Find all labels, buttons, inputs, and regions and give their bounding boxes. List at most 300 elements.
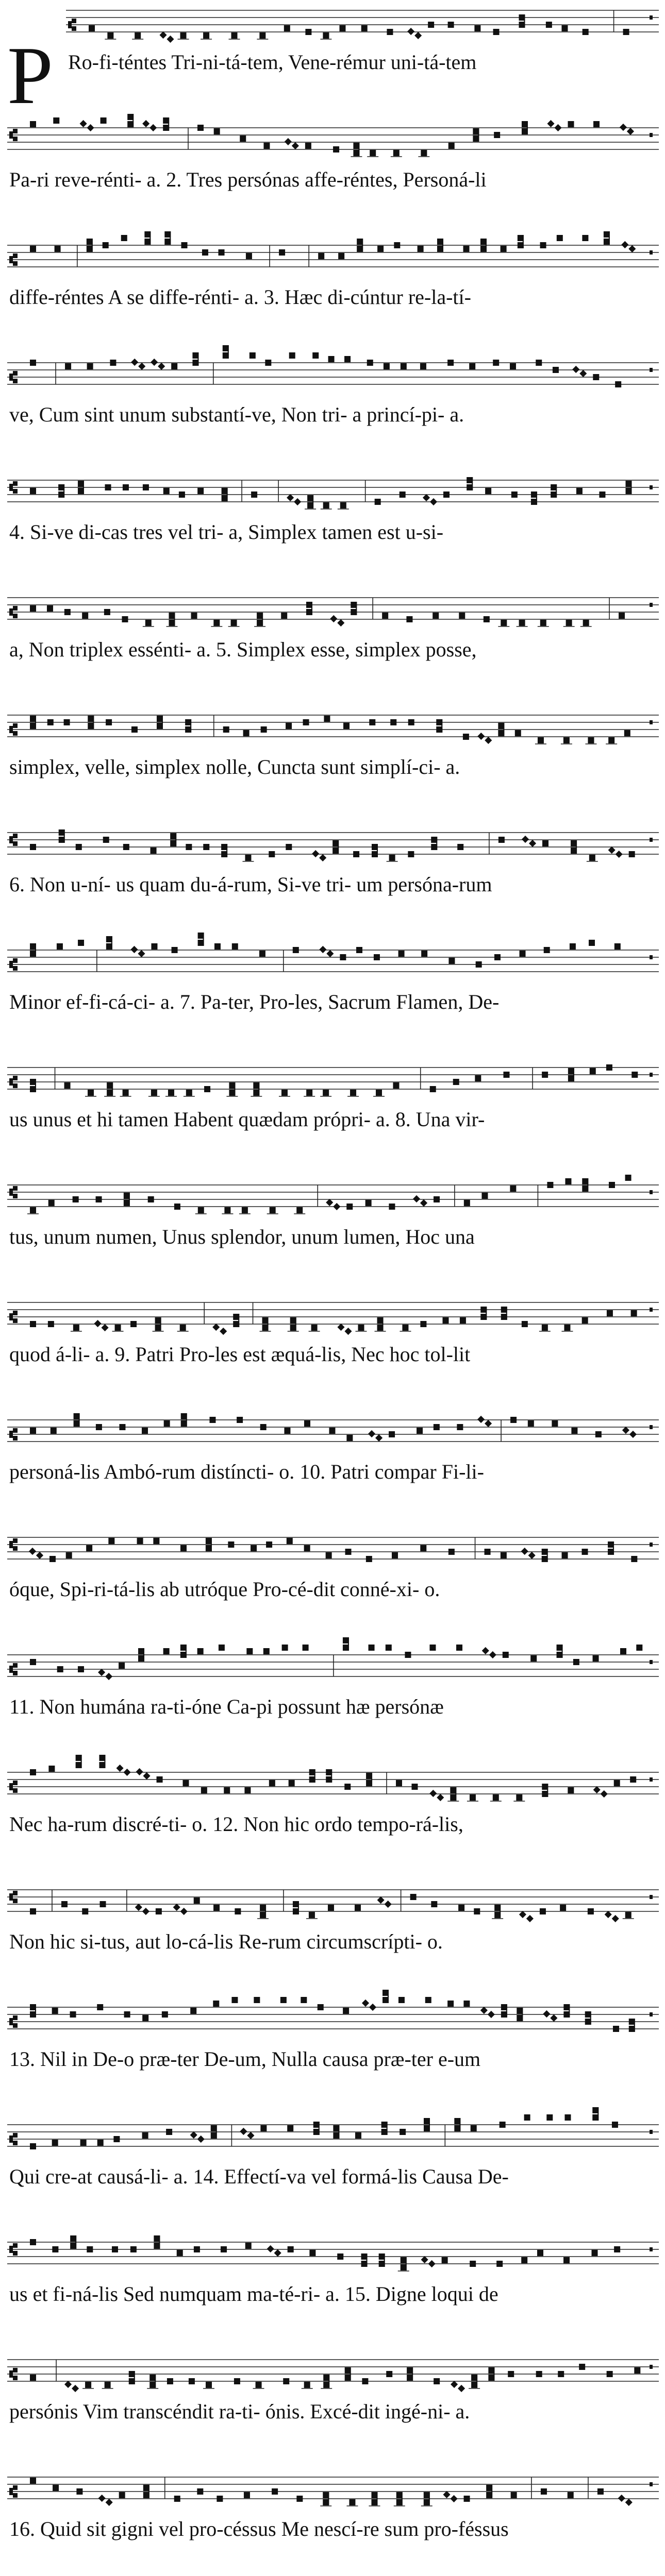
punctum-neume [485,1549,491,1555]
punctum-neume [561,25,568,31]
punctum-neume [411,1784,418,1790]
punctum-neume [174,1204,180,1210]
punctum-neume [421,150,427,156]
lyric-line: 11. Non humána ra-ti-óne Ca-pi possunt hæ persónæ [9,1695,444,1718]
staff-system [7,114,659,191]
rhombus-neume [142,120,149,127]
punctum-neume [374,954,380,960]
rhombus-neume [138,363,145,370]
punctum-neume [168,1090,174,1096]
punctum-neume [323,502,329,509]
punctum-neume [119,1424,125,1430]
punctum-neume [104,609,110,615]
lyric-line: Ro-fi-téntes Tri-ni-tá-tem, Vene-rémur uni-tá-tem [68,50,477,74]
rhombus-neume [489,1651,496,1658]
punctum-neume [245,855,251,861]
punctum-neume [528,1420,534,1427]
rhombus-neume [197,2136,205,2143]
rhombus-neume [593,1786,601,1793]
punctum-neume [429,1645,436,1651]
rhombus-neume [519,1911,526,1918]
punctum-neume [48,1766,55,1772]
custos [650,2482,653,2486]
custos [650,1543,653,1547]
punctum-neume [393,1082,399,1089]
punctum-neume [520,951,526,957]
rhombus-neume [101,1324,108,1331]
punctum-neume [515,730,521,736]
lyric-line: Nec ha-rum discré-ti- o. 12. Non hic ordo tempo-rá-lis, [9,1812,463,1836]
punctum-neume [402,1325,408,1331]
punctum-neume [536,2371,542,2377]
punctum-neume [471,2125,477,2131]
rhombus-neume [36,1552,43,1559]
punctum-neume [394,242,400,248]
punctum-neume [55,246,61,252]
punctum-neume [202,249,208,256]
lyric-line: óque, Spi-ri-tá-lis ab utróque Pro-cé-dit conné-xi- o. [9,1578,440,1601]
punctum-neume [70,2011,76,2018]
punctum-neume [546,22,552,28]
rhombus-neume [629,1431,637,1438]
punctum-neume [384,363,390,369]
punctum-neume [228,1541,234,1548]
punctum-neume [186,844,192,850]
rhombus-neume [413,1195,420,1202]
punctum-neume [582,1317,588,1324]
punctum-neume [544,947,550,953]
custos [650,603,653,607]
punctum-neume [30,2375,36,2381]
rhombus-neume [488,2011,495,2018]
punctum-neume [164,1420,170,1427]
punctum-neume [135,32,141,39]
punctum-neume [589,940,595,946]
punctum-neume [448,1549,455,1555]
punctum-neume [213,1905,220,1911]
custos [650,485,653,489]
punctum-neume [194,2246,200,2252]
punctum-neume [167,2378,173,2384]
punctum-neume [245,2243,252,2249]
rhombus-neume [526,1915,534,1922]
punctum-neume [463,246,470,252]
punctum-neume [306,1090,312,1096]
punctum-neume [524,2114,530,2121]
punctum-neume [201,1787,207,1793]
lyric-line: 16. Quid sit gigni vel pro-céssus Me nescí-re sum pro-féssus [9,2517,509,2540]
staff-system [7,345,659,426]
rhombus-neume [173,1904,180,1911]
punctum-neume [30,121,36,127]
punctum-neume [624,730,630,736]
punctum-neume [119,1663,125,1669]
punctum-neume [564,2114,571,2121]
punctum-neume [607,1310,613,1316]
punctum-neume [180,1545,187,1551]
punctum-neume [289,1780,295,1786]
punctum-neume [30,1769,36,1775]
staff-system [7,1537,659,1601]
punctum-neume [85,2382,91,2388]
punctum-neume [323,32,329,39]
staff-system [7,2235,659,2306]
rhombus-neume [285,138,292,145]
punctum-neume [105,484,111,490]
punctum-neume [96,1196,102,1202]
rhombus-neume [87,124,94,131]
punctum-neume [377,246,384,252]
punctum-neume [417,1428,423,1434]
punctum-neume [392,1552,398,1558]
lyric-line: us unus et hi tamen Habent quædam própri- a. 8. Una vir- [9,1108,485,1131]
rhombus-neume [135,1904,142,1911]
punctum-neume [496,2261,503,2267]
punctum-neume [121,235,127,241]
punctum-neume [557,235,563,241]
lyric-line: personá-lis Ambó-rum distíncti- o. 10. Patri compar Fi-li- [9,1460,484,1483]
punctum-neume [234,2378,240,2384]
rhombus-neume [240,2128,247,2135]
punctum-neume [137,1538,143,1544]
punctum-neume [151,1090,157,1096]
rhombus-neume [616,851,623,858]
punctum-neume [30,2239,36,2245]
rhombus-neume [407,28,414,35]
punctum-neume [48,1200,55,1206]
punctum-neume [542,1325,548,1331]
punctum-neume [593,1655,599,1662]
punctum-neume [358,1325,364,1331]
punctum-neume [303,1645,309,1651]
punctum-neume [464,1200,470,1206]
rhombus-neume [344,1328,352,1335]
punctum-neume [30,1659,36,1665]
punctum-neume [343,723,350,729]
punctum-neume [570,943,576,950]
punctum-neume [217,2496,223,2502]
punctum-neume [214,943,221,950]
punctum-neume [434,2378,440,2384]
punctum-neume [501,1552,507,1558]
staff-system [7,1413,659,1483]
punctum-neume [599,492,605,498]
lyric-line: simplex, velle, simplex nolle, Cuncta sunt simplí-ci- a. [9,755,460,778]
rhombus-neume [458,2385,465,2392]
punctum-neume [197,125,204,131]
punctum-neume [328,1905,334,1911]
punctum-neume [64,719,70,725]
punctum-neume [304,2382,310,2388]
punctum-neume [623,29,629,35]
rhombus-neume [620,124,627,131]
punctum-neume [367,360,373,366]
punctum-neume [516,1794,522,1801]
punctum-neume [470,2261,476,2267]
lyric-line: us et fi-ná-lis Sed numquam ma-té-ri- a. 15. Digne loqui de [9,2282,498,2306]
punctum-neume [30,1207,36,1213]
punctum-neume [398,1997,405,2003]
punctum-neume [537,2250,543,2256]
punctum-neume [484,616,490,622]
lyric-line: diffe-réntes A se diffe-rénti- a. 3. Hæc di-cúntur re-la-tí- [9,285,471,309]
punctum-neume [498,837,505,843]
punctum-neume [30,1321,36,1327]
punctum-neume [174,2496,180,2502]
punctum-neume [130,2246,137,2252]
punctum-neume [263,143,270,149]
punctum-neume [88,1090,94,1096]
punctum-neume [476,961,482,968]
punctum-neume [191,613,197,619]
punctum-neume [631,1310,637,1316]
lyric-line: Non hic si-tus, aut lo-cá-lis Re-rum circumscrípti- o. [9,1930,443,1953]
punctum-neume [66,1552,72,1558]
punctum-neume [157,1776,163,1783]
punctum-neume [547,1182,553,1188]
punctum-neume [631,1556,637,1562]
punctum-neume [48,1321,54,1327]
punctum-neume [582,235,588,241]
punctum-neume [206,2382,212,2388]
rhombus-neume [319,854,326,861]
rhombus-neume [430,498,437,505]
punctum-neume [30,2478,36,2484]
punctum-neume [583,620,589,626]
punctum-neume [103,242,109,248]
punctum-neume [615,381,621,387]
punctum-neume [112,2246,118,2252]
punctum-neume [613,2026,619,2032]
punctum-neume [287,2125,293,2131]
punctum-neume [590,1068,596,1074]
punctum-neume [540,242,546,248]
punctum-neume [61,1901,68,1907]
staff-system [66,10,659,74]
custos [650,1308,653,1312]
punctum-neume [563,737,570,743]
punctum-neume [203,844,209,850]
punctum-neume [460,1317,466,1324]
punctum-neume [568,1787,574,1793]
punctum-neume [97,2004,103,2010]
punctum-neume [269,851,275,857]
punctum-neume [631,1072,638,1078]
punctum-neume [485,488,491,494]
staff-system [7,477,659,544]
rhombus-neume [29,1548,36,1555]
punctum-neume [428,22,434,28]
rhombus-neume [64,2381,72,2388]
lyric-line: Minor ef-fi-cá-ci- a. 7. Pa-ter, Pro-les, Sacrum Flamen, De- [9,990,500,1013]
punctum-neume [309,2250,315,2256]
punctum-neume [405,1652,411,1658]
punctum-neume [573,1659,579,1665]
punctum-neume [87,363,93,369]
punctum-neume [421,951,427,957]
punctum-neume [541,2488,547,2495]
punctum-neume [286,723,292,729]
rhombus-neume [180,1908,188,1915]
custos [650,1777,653,1782]
rhombus-neume [622,1427,629,1434]
punctum-neume [219,1645,225,1651]
punctum-neume [355,1905,361,1911]
punctum-neume [344,1784,351,1790]
rhombus-neume [385,1901,392,1908]
punctum-neume [333,146,339,152]
punctum-neume [110,360,116,366]
punctum-neume [552,1420,558,1427]
punctum-neume [443,492,450,498]
punctum-neume [522,1321,528,1327]
lyric-line: quod á-li- a. 9. Patri Pro-les est æquá-lis, Nec hoc tol-lit [9,1343,471,1366]
punctum-neume [346,1435,353,1441]
punctum-neume [606,1064,612,1071]
punctum-neume [338,253,344,259]
punctum-neume [595,1431,602,1437]
punctum-neume [163,1648,170,1654]
punctum-neume [214,128,220,134]
punctum-neume [180,1325,186,1331]
punctum-neume [47,605,53,612]
punctum-neume [493,360,499,366]
punctum-neume [244,1787,251,1793]
punctum-neume [448,143,455,149]
punctum-neume [536,360,542,366]
punctum-neume [396,1780,402,1786]
rhombus-neume [123,1769,130,1776]
punctum-neume [503,1652,509,1658]
punctum-neume [463,2001,470,2007]
rhombus-neume [621,241,628,248]
rhombus-neume [375,1434,383,1442]
rhombus-neume [420,1199,427,1207]
staff-system [7,598,659,661]
custos [650,720,653,724]
punctum-neume [494,132,500,138]
custos [650,1190,653,1194]
punctum-neume [508,2371,514,2377]
punctum-neume [305,143,311,149]
staff-system [7,829,659,896]
punctum-neume [123,1090,129,1096]
rhombus-neume [477,733,485,740]
punctum-neume [375,499,381,505]
punctum-neume [386,2371,392,2377]
punctum-neume [49,1556,56,1562]
rhombus-neume [130,946,138,953]
punctum-neume [540,1908,546,1914]
punctum-neume [259,32,265,39]
lyric-line: ve, Cum sint unum substantí-ve, Non tri- a princí-pi- a. [9,403,464,426]
punctum-neume [266,1541,272,1548]
punctum-neume [458,1905,464,1911]
punctum-neume [361,25,368,31]
rhombus-neume [485,737,492,744]
punctum-neume [162,2011,168,2018]
punctum-neume [337,2253,343,2260]
rhombus-neume [116,1765,123,1772]
punctum-neume [442,1317,448,1324]
punctum-neume [620,1648,626,1654]
punctum-neume [156,1908,162,1914]
punctum-neume [80,2140,87,2146]
rhombus-neume [312,850,319,857]
custos [650,250,653,255]
custos [650,2012,653,2016]
punctum-neume [221,2246,227,2252]
punctum-neume [145,620,152,626]
rhombus-neume [142,1908,149,1915]
punctum-neume [430,1086,436,1092]
punctum-neume [448,22,454,28]
staff-system [7,2107,659,2188]
punctum-neume [340,502,346,509]
rhombus-neume [143,1772,150,1780]
punctum-neume [57,943,63,950]
punctum-neume [123,484,129,490]
rhombus-neume [428,2260,436,2267]
punctum-neume [400,2129,406,2135]
punctum-neume [263,1648,270,1654]
rhombus-neume [333,1203,340,1210]
punctum-neume [344,356,351,362]
punctum-neume [553,367,559,373]
rhombus-neume [528,1552,536,1559]
punctum-neume [151,848,157,854]
punctum-neume [57,1666,63,1672]
punctum-neume [260,2125,267,2131]
punctum-neume [538,737,544,743]
punctum-neume [124,2011,130,2018]
staff-system [7,2360,659,2423]
punctum-neume [386,1645,392,1651]
punctum-neume [130,1321,137,1327]
rhombus-neume [292,142,299,149]
punctum-neume [464,2496,470,2502]
punctum-neume [172,947,178,953]
staff-system [7,1175,659,1248]
punctum-neume [474,25,480,31]
punctum-neume [353,851,359,857]
punctum-neume [568,2492,574,2498]
rhombus-neume [136,1768,143,1775]
punctum-neume [579,2364,585,2370]
punctum-neume [625,1912,631,1918]
punctum-neume [260,1424,267,1430]
punctum-neume [106,719,112,725]
punctum-neume [309,1912,315,1918]
punctum-neume [433,613,439,619]
punctum-neume [87,2246,93,2252]
punctum-neume [235,1908,241,1914]
punctum-neume [343,2008,349,2014]
punctum-neume [593,121,600,127]
staff-system [7,1637,659,1718]
rhombus-neume [543,2010,550,2018]
punctum-neume [607,2371,613,2377]
rhombus-neume [521,1548,528,1555]
punctum-neume [122,616,128,622]
punctum-neume [475,1075,481,1081]
rhombus-neume [368,1430,375,1437]
punctum-neume [30,605,36,612]
punctum-neume [593,374,599,380]
punctum-neume [562,1552,568,1558]
punctum-neume [261,726,267,733]
punctum-neume [100,1901,106,1907]
